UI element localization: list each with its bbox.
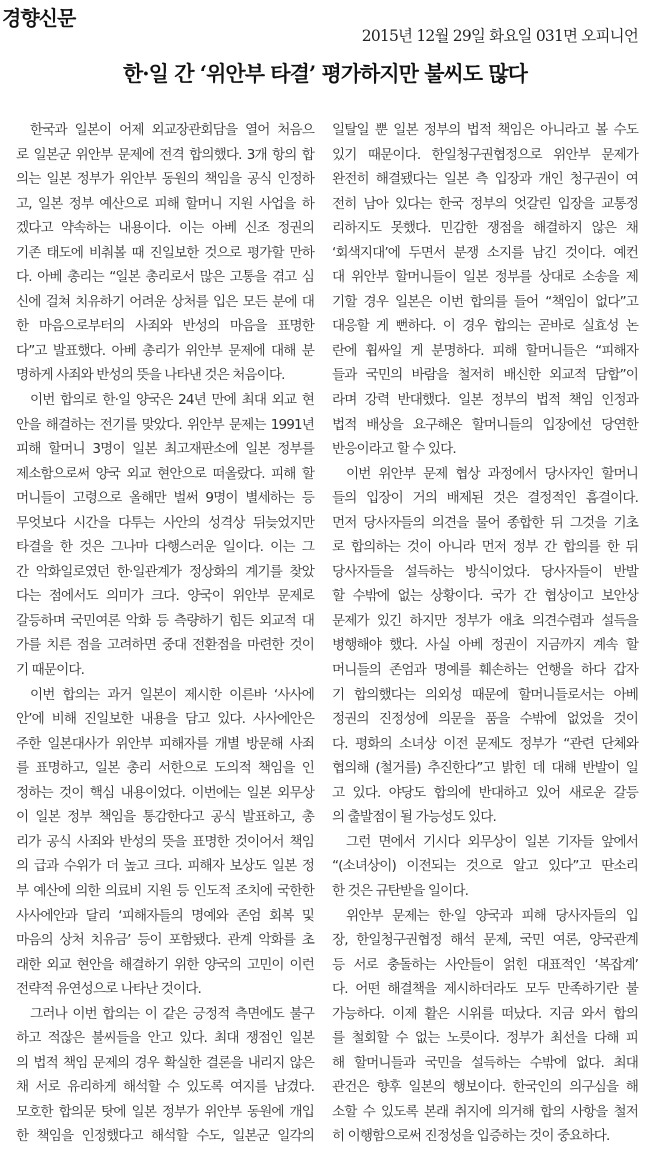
- article-line: 리하지도 못했다. 민감한 쟁점을 해결하지 않은 채: [332, 220, 638, 237]
- article-column-left: [16, 118, 314, 1149]
- article-line: 등 서로 충돌하는 사안들이 얽힌 대표적인 ‘복잡계’: [332, 956, 638, 973]
- article-line: 하고 적잖은 불씨들을 안고 있다. 최대 쟁점인 일본: [16, 1030, 314, 1047]
- article-line: 타결을 한 것은 그나마 다행스러운 일이다. 이는 그: [16, 539, 314, 556]
- article-line: 리가 공식 사죄와 반성의 뜻을 표명한 것이어서 책임: [16, 833, 314, 850]
- article-line: 다는 점에서도 의미가 크다. 양국이 위안부 문제로: [16, 588, 314, 605]
- article-line: 간 악화일로였던 한·일관계가 정상화의 계기를 찾았: [16, 563, 314, 580]
- article-line: 정하는 것이 핵심 내용이었다. 이번에는 일본 외무상: [16, 784, 314, 801]
- dateline: 2015년 12월 29일 화요일 031면 오피니언: [361, 27, 638, 45]
- article-line: 머니들의 존엄과 명예를 훼손하는 언행을 하다 갑자: [332, 662, 638, 679]
- article-line: 의는 일본 정부가 위안부 동원의 책임을 공식 인정하: [16, 171, 314, 188]
- article-line: 이번 합의로 한·일 양국은 24년 만에 최대 외교 현: [30, 392, 314, 409]
- article-line: 완전히 해결됐다는 일본 측 입장과 개인 청구권이 여: [332, 171, 638, 188]
- article-line: 안을 해결하는 전기를 맞았다. 위안부 문제는 1991년: [16, 416, 314, 433]
- article-line: 무엇보다 시간을 다투는 사안의 성격상 뒤늦었지만: [16, 514, 314, 531]
- article-line: 당사자들을 설득하는 방식이었다. 당사자들이 반발: [332, 563, 638, 580]
- article-line: 이번 합의는 과거 일본이 제시한 이른바 ‘사사에: [30, 686, 314, 703]
- article-line: 모호한 합의문 탓에 일본 정부가 위안부 동원에 개입: [16, 1103, 314, 1120]
- article-line: ‘회색지대’에 두면서 분쟁 소지를 남긴 것이다. 예컨: [332, 244, 638, 261]
- article-line: 의 출발점이 될 가능성도 있다.: [332, 809, 496, 826]
- article-line: 안’에 비해 진일보한 내용을 담고 있다. 사사에안은: [16, 711, 314, 728]
- article-line: 고, 일본 정부 예산으로 피해 할머니 지원 사업을 하: [16, 195, 314, 212]
- article-line: 대 위안부 할머니들이 일본 정부를 상대로 소송을 제: [332, 269, 638, 286]
- article-line: 란에 휩싸일 게 분명하다. 피해 할머니들은 “피해자: [332, 342, 638, 359]
- article-line: 라며 강력 반대했다. 일본 정부의 법적 책임 인정과: [332, 392, 638, 409]
- article-line: 래한 외교 현안을 해결하기 위한 양국의 고민이 이런: [16, 956, 314, 973]
- article-line: 소할 수 있도록 본래 취지에 의거해 합의 사항을 철저: [332, 1103, 638, 1120]
- article-line: 로 합의하는 것이 아니라 먼저 정부 간 합의를 한 뒤: [332, 539, 638, 556]
- article-line: 다”고 발표했다. 아베 총리가 위안부 문제에 대해 분: [16, 342, 314, 359]
- article-line: 전략적 유연성으로 나타난 것이다.: [16, 981, 201, 998]
- article-line: 로 일본군 위안부 문제에 전격 합의했다. 3개 항의 합: [16, 146, 314, 163]
- article-line: 머니들이 고령으로 올해만 벌써 9명이 별세하는 등: [16, 490, 314, 507]
- article-line: 전히 남아 있다는 한국 정부의 엇갈린 입장을 교통정: [332, 195, 638, 212]
- article-line: 겠다고 약속하는 내용이다. 이는 아베 신조 정권의: [16, 220, 314, 237]
- article-line: 갈등하며 국민여론 악화 등 측량하기 힘든 외교적 대: [16, 612, 314, 629]
- article-line: 기 때문이다.: [16, 662, 84, 679]
- article-line: 다. 어떤 해결책을 제시하더라도 모두 만족하기란 불: [332, 981, 638, 998]
- article-line: 의 급과 수위가 더 높고 크다. 피해자 보상도 일본 정: [16, 858, 314, 875]
- article-line: 신에 걸쳐 치유하기 어려운 상처를 입은 모든 분에 대: [16, 293, 314, 310]
- article-headline: 한·일 간 ‘위안부 타결’ 평가하지만 불씨도 많다: [123, 61, 527, 86]
- article-line: 가능하다. 이제 활은 시위를 떠났다. 지금 와서 합의: [332, 1005, 638, 1022]
- article-line: 들의 입장이 거의 배제된 것은 결정적인 흠결이다.: [332, 490, 638, 507]
- article-line: 다. 평화의 소녀상 이전 문제도 정부가 “관련 단체와: [332, 735, 638, 752]
- article-line: 협의해 (철거를) 추진한다”고 밝힌 데 대해 반발이 일: [332, 760, 638, 777]
- article-line: 채 서로 유리하게 해석할 수 있도록 여지를 남겼다.: [16, 1079, 314, 1096]
- article-line: 가를 치른 점을 고려하면 중대 전환점을 마련한 것이: [16, 637, 314, 654]
- article-line: 피해 할머니 3명이 일본 최고재판소에 일본 정부를: [16, 441, 314, 458]
- article-line: 사사에안과 달리 ‘피해자들의 명예와 존엄 회복 및: [16, 907, 314, 924]
- article-line: 를 철회할 수 없는 노릇이다. 정부가 최선을 다해 피: [332, 1030, 638, 1047]
- article-line: 다. 아베 총리는 “일본 총리로서 많은 고통을 겪고 심: [16, 269, 314, 286]
- article-line: 히 이행함으로써 진정성을 입증하는 것이 중요하다.: [332, 1128, 610, 1145]
- article-line: 할 수밖에 없는 상황이다. 국가 간 협상이고 보안상: [332, 588, 638, 605]
- article-line: 부 예산에 의한 의료비 지원 등 인도적 조치에 국한한: [16, 882, 314, 899]
- article-line: 고 있다. 야당도 합의에 반대하고 있어 새로운 갈등: [332, 784, 638, 801]
- article-line: 한 책임을 인정했다고 해석할 수도, 일본군 일각의: [16, 1128, 314, 1145]
- article-line: 정권의 진정성에 의문을 품을 수밖에 없었을 것이: [332, 711, 638, 728]
- article-line: 기존 태도에 비춰볼 때 진일보한 것으로 평가할 만하: [16, 244, 314, 261]
- article-line: 장, 한일청구권협정 해석 문제, 국민 여론, 양국관계: [332, 932, 638, 949]
- article-line: 그런 면에서 기시다 외무상이 일본 기자들 앞에서: [346, 833, 638, 850]
- article-line: 한 것은 규탄받을 일이다.: [332, 882, 468, 899]
- article-line: 이 일본 정부 책임을 통감한다고 공식 발표하고, 총: [16, 809, 314, 826]
- article-line: 위안부 문제는 한·일 양국과 피해 당사자들의 입: [346, 907, 638, 924]
- article-line: 제소함으로써 양국 외교 현안으로 떠올랐다. 피해 할: [16, 465, 314, 482]
- article-line: 법적 배상을 요구해온 할머니들의 입장에선 당연한: [332, 416, 638, 433]
- article-line: “(소녀상이) 이전되는 것으로 알고 있다”고 딴소리: [332, 858, 638, 875]
- article-line: 기 합의했다는 의외성 때문에 할머니들로서는 아베: [332, 686, 638, 703]
- article-line: 들과 국민의 바람을 철저히 배신한 외교적 담합”이: [332, 367, 638, 384]
- article-line: 그러나 이번 합의는 이 같은 긍정적 측면에도 불구: [30, 1005, 314, 1022]
- article-line: 기할 경우 일본은 이번 합의를 들어 “책임이 없다”고: [332, 293, 638, 310]
- article-line: 대응할 게 뻔하다. 이 경우 합의는 곧바로 실효성 논: [332, 318, 638, 335]
- article-line: 관건은 향후 일본의 행보이다. 한국인의 의구심을 해: [332, 1079, 638, 1096]
- article-line: 한 마음으로부터의 사죄와 반성의 마음을 표명한: [16, 318, 314, 335]
- article-line: 의 법적 책임 문제의 경우 확실한 결론을 내리지 않은: [16, 1054, 314, 1071]
- article-line: 있기 때문이다. 한일청구권협정으로 위안부 문제가: [332, 146, 638, 163]
- article-line: 주한 일본대사가 위안부 피해자를 개별 방문해 사죄: [16, 735, 314, 752]
- article-line: 문제가 있긴 하지만 정부가 애초 의견수렴과 설득을: [332, 612, 638, 629]
- article-line: 명하게 사죄와 반성의 뜻을 나타낸 것은 처음이다.: [16, 367, 285, 384]
- article-line: 병행해야 했다. 사실 아베 정권이 지금까지 계속 할: [332, 637, 638, 654]
- article-line: 반응이라고 할 수 있다.: [332, 441, 456, 458]
- article-column-right: [332, 118, 638, 1149]
- newspaper-masthead: 경향신문: [2, 6, 76, 30]
- article-line: 한국과 일본이 어제 외교장관회담을 열어 처음으: [30, 122, 314, 138]
- article-line: 해 할머니들과 국민을 설득하는 수밖에 없다. 최대: [332, 1054, 638, 1071]
- article-line: 마음의 상처 치유금’ 등이 포함됐다. 관계 악화를 초: [16, 932, 314, 949]
- article-line: 이번 위안부 문제 협상 과정에서 당사자인 할머니: [346, 465, 638, 482]
- article-line: 먼저 당사자들의 의견을 물어 종합한 뒤 그것을 기초: [332, 514, 638, 531]
- article-line: 일탈일 뿐 일본 정부의 법적 책임은 아니라고 볼 수도: [332, 122, 638, 138]
- article-line: 를 표명하고, 일본 총리 서한으로 도의적 책임을 인: [16, 760, 314, 777]
